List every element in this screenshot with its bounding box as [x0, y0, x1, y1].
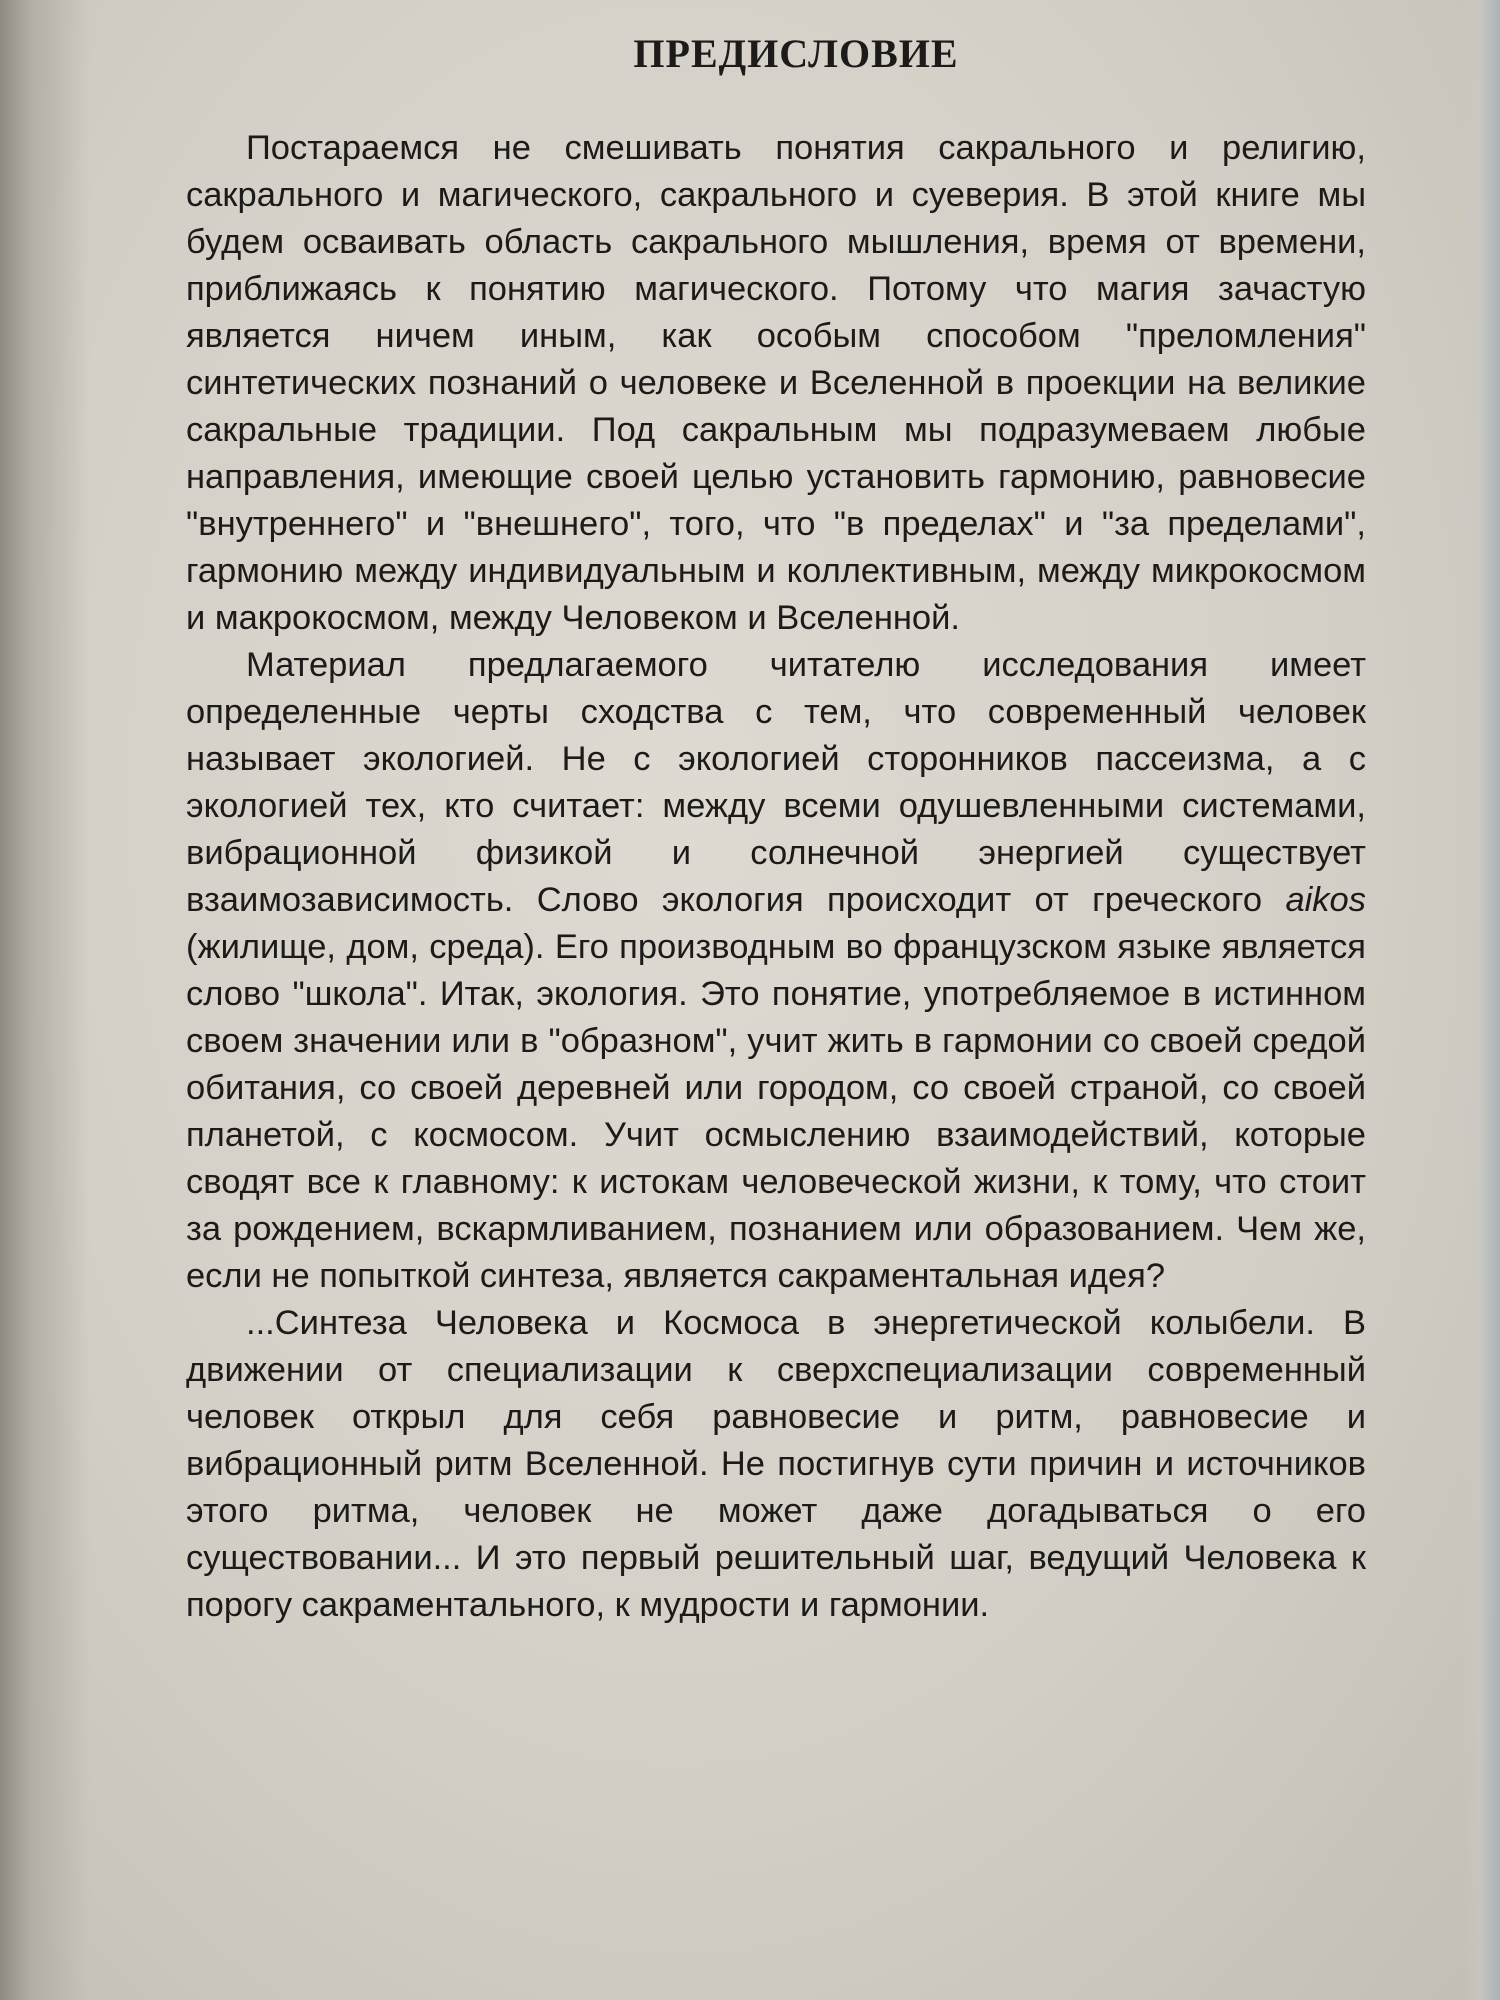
paragraph-1: Постараемся не смешивать понятия сакрального и религию, сакрального и магического, сакрального и суеверия. В этой книге мы будем осваивать область сакрального мышления, время от времени, приближаясь к понятию магического. Потому что магия зачастую является ничем иным, как особым способом "преломления" синтетических познаний о человеке и Вселенной в проекции на великие сакральные традиции. Под сакральным мы подразумеваем любые направления, имеющие своей целью установить гармонию, равновесие "внутреннего" и "внешнего", того, что "в пределах" и "за пределами", гармонию между индивидуальным и коллективным, между микрокосмом и макрокосмом, между Человеком и Вселенной.	[186, 129, 1366, 637]
paragraph-2-part-1: Материал предлагаемого читателю исследования имеет определенные черты сходства с тем, что современный человек называет экологией. Не с экологией сторонников пассеизма, а с экологией тех, кто считает: между всеми одушевленными системами, вибрационной физикой и солнечной энергией существует взаимозависимость. Слово экология происходит от греческого	[186, 646, 1366, 919]
paragraph-2	[186, 642, 1366, 1300]
paragraph-3: ...Синтеза Человека и Космоса в энергетической колыбели. В движении от специализации к сверхспециализации современный человек открыл для себя равновесие и ритм, равновесие и вибрационный ритм Вселенной. Не постигнув сути причин и источников этого ритма, человек не может даже догадываться о его существовании... И это первый решительный шаг, ведущий Человека к порогу сакраментального, к мудрости и гармонии.	[186, 1304, 1366, 1624]
paragraph-2-part-2: (жилище, дом, среда). Его производным во французском языке является слово "школа". Итак, экология. Это понятие, употребляемое в истинном своем значении или в "образном", учит жить в гармонии со своей средой обитания, со своей деревней или городом, со своей страной, со своей планетой, с космосом. Учит осмыслению взаимодействий, которые сводят все к главному: к истокам человеческой жизни, к тому, что стоит за рождением, вскармливанием, познанием или образованием. Чем же, если не попыткой синтеза, является сакраментальная идея?	[186, 928, 1366, 1295]
page-edge-shadow	[1460, 0, 1500, 2000]
page-title: ПРЕДИСЛОВИЕ	[633, 31, 959, 76]
italic-word: aikos	[1285, 881, 1366, 919]
book-gutter-shadow	[0, 0, 90, 2000]
book-page	[186, 30, 1366, 1980]
